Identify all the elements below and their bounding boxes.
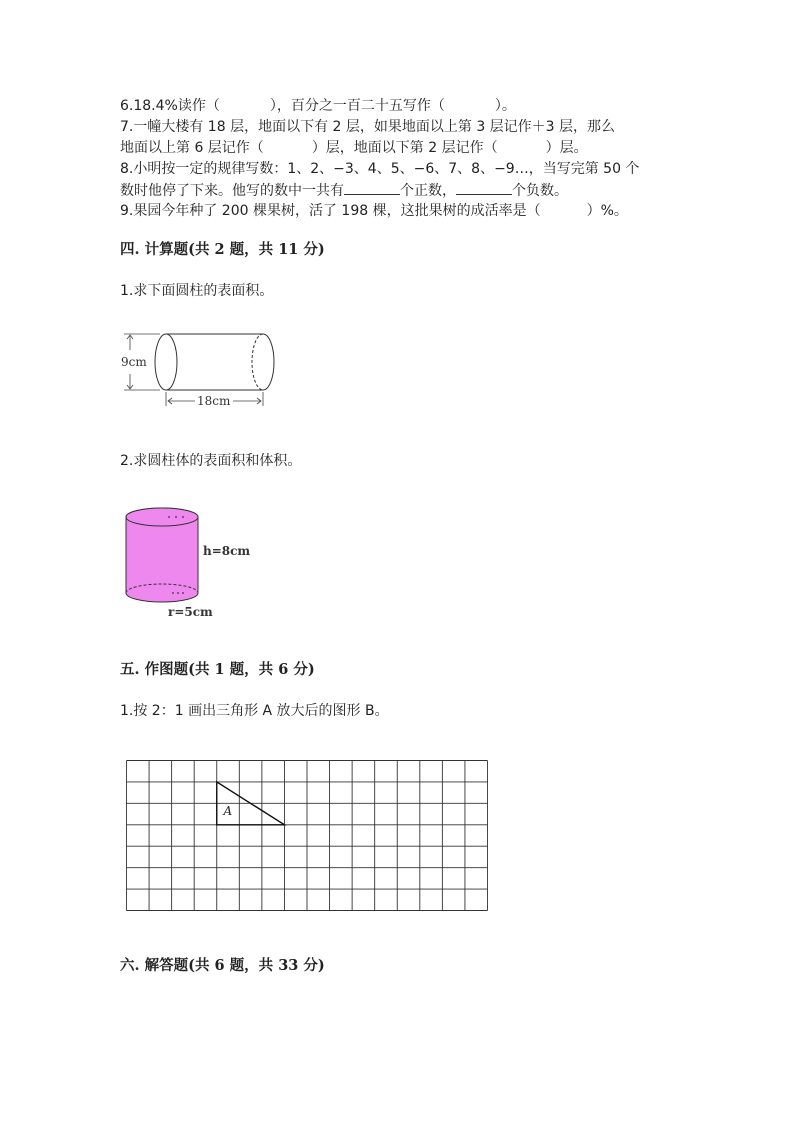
question-8-line-1: 8.小明按一定的规律写数：1、2、−3、4、5、−6、7、8、−9…，当写完第 50 个 [120,161,640,177]
question-8-line-2: 数时他停了下来。他写的数中一共有 个正数， 个负数。 [120,180,568,201]
question-7-line-1: 7.一幢大楼有 18 层，地面以下有 2 层，如果地面以上第 3 层记作＋3 层，那么 [120,119,616,135]
length-label: 18cm [197,394,231,408]
height-label: 9cm [121,355,147,369]
radius-label: r=5cm [168,605,213,619]
triangle-label: A [223,804,233,819]
height-label: h=8cm [203,544,251,558]
section-6-title: 六. 解答题(共 6 题，共 33 分) [120,957,325,974]
question-9: 9.果园今年种了 200 棵果树，活了 198 棵，这批果树的成活率是（ ）%。 [120,203,628,219]
section-4-question-1: 1.求下面圆柱的表面积。 [120,283,274,299]
drawing-grid[interactable] [126,760,488,911]
section-5-title: 五. 作图题(共 1 题，共 6 分) [120,661,315,678]
section-5-question-1: 1.按 2：1 画出三角形 A 放大后的图形 B。 [120,703,389,719]
question-6: 6.18.4%读作（ ），百分之一百二十五写作（ ）。 [120,98,516,114]
answer-blank[interactable] [456,180,512,195]
answer-blank[interactable] [344,180,400,195]
question-7-line-2: 地面以上第 6 层记作（ ）层，地面以下第 2 层记作（ ）层。 [120,140,588,156]
section-4-question-2: 2.求圆柱体的表面积和体积。 [120,453,302,469]
section-4-title: 四. 计算题(共 2 题，共 11 分) [120,241,325,258]
cylinder-figure-vertical [118,503,258,625]
cylinder-figure-horizontal [118,328,288,410]
